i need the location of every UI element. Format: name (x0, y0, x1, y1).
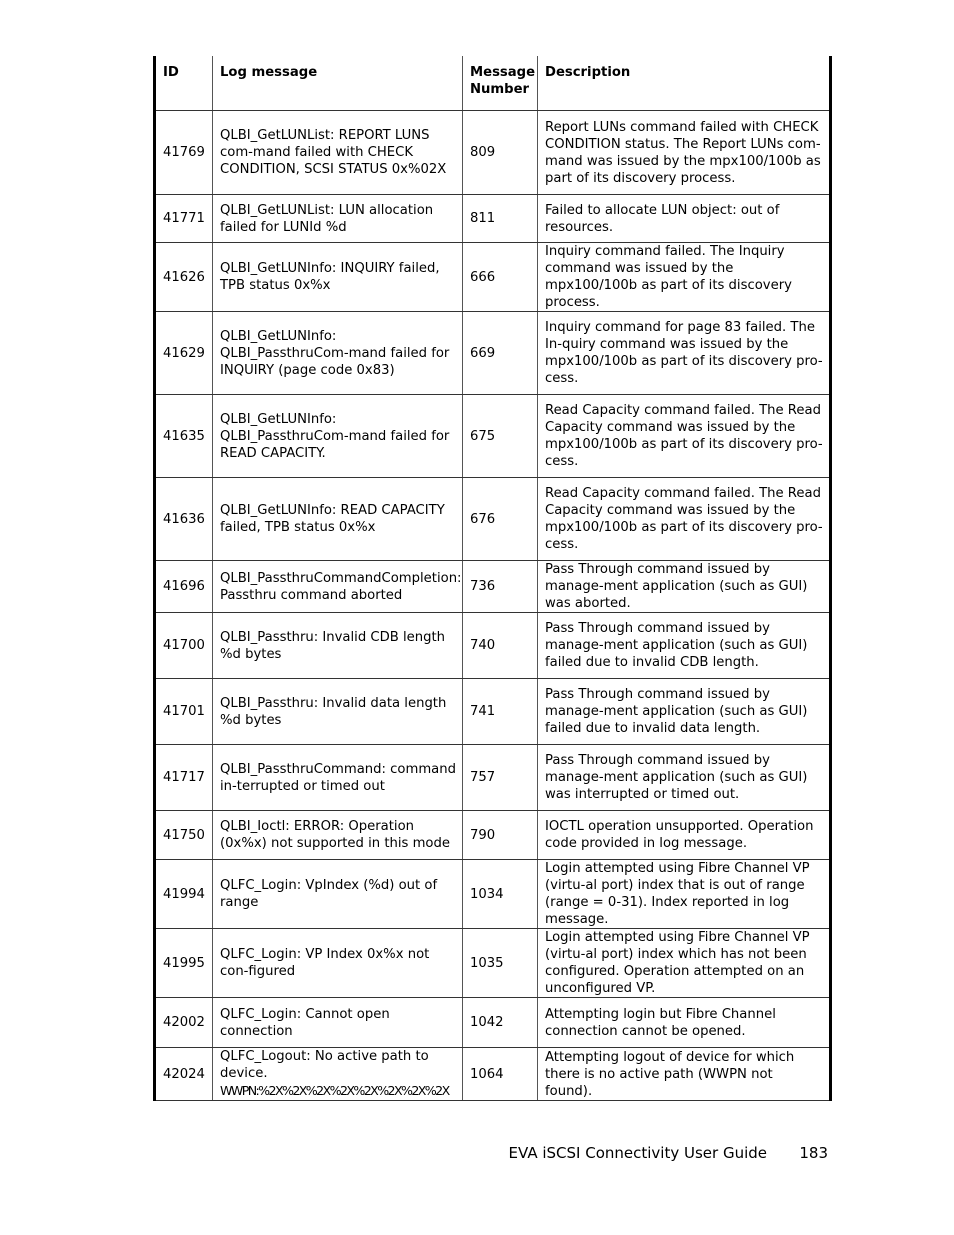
cell-message-number: 676 (463, 478, 538, 561)
header-message-number-line1: Message (470, 65, 536, 80)
cell-id: 41769 (155, 111, 213, 195)
cell-description: Login attempted using Fibre Channel VP (virtu-al port) index which has not been configured. Operation attempted on an unconfigured VP. (538, 929, 831, 998)
cell-message-number: 669 (463, 312, 538, 395)
cell-log-message: QLBI_GetLUNInfo: QLBI_PassthruCom-mand failed for READ CAPACITY. (213, 395, 463, 478)
cell-log-message: QLBI_PassthruCommandCompletion: Passthru command aborted (213, 561, 463, 613)
table-row (155, 395, 831, 478)
cell-description: Inquiry command for page 83 failed. The In-quiry command was issued by the mpx100/100b as part of its discovery pro-cess. (538, 312, 831, 395)
table-header-row (155, 56, 831, 111)
cell-description: Attempting login but Fibre Channel connection cannot be opened. (538, 998, 831, 1048)
cell-message-number: 790 (463, 811, 538, 860)
cell-id: 41750 (155, 811, 213, 860)
table-row (155, 111, 831, 195)
cell-message-number: 1034 (463, 860, 538, 929)
cell-log-message-line2: WWPN:%2X%2X%2X%2X%2X%2X%2X%2X (220, 1083, 449, 1098)
log-message-table (153, 56, 832, 1101)
cell-message-number: 736 (463, 561, 538, 613)
cell-id: 41629 (155, 312, 213, 395)
table-row (155, 998, 831, 1048)
table-row (155, 679, 831, 745)
header-log-message: Log message (213, 56, 463, 111)
cell-description: Pass Through command issued by manage-ment application (such as GUI) failed due to invalid data length. (538, 679, 831, 745)
cell-message-number: 1042 (463, 998, 538, 1048)
cell-id: 41771 (155, 195, 213, 243)
cell-log-message: QLFC_Login: VP Index 0x%x not con-figured (213, 929, 463, 998)
cell-log-message: QLFC_Login: VpIndex (%d) out of range (213, 860, 463, 929)
cell-description: Login attempted using Fibre Channel VP (virtu-al port) index that is out of range (range = 0-31). Index reported in log message. (538, 860, 831, 929)
table-row (155, 312, 831, 395)
cell-log-message: QLBI_Passthru: Invalid data length %d bytes (213, 679, 463, 745)
header-id: ID (155, 56, 213, 111)
cell-id: 41995 (155, 929, 213, 998)
cell-description: Pass Through command issued by manage-ment application (such as GUI) was aborted. (538, 561, 831, 613)
header-message-number (463, 56, 538, 111)
cell-message-number: 809 (463, 111, 538, 195)
cell-id: 41701 (155, 679, 213, 745)
cell-log-message: QLBI_Ioctl: ERROR: Operation (0x%x) not supported in this mode (213, 811, 463, 860)
cell-log-message: QLBI_GetLUNInfo: INQUIRY failed, TPB status 0x%x (213, 243, 463, 312)
table-row (155, 745, 831, 811)
cell-id: 42002 (155, 998, 213, 1048)
cell-id: 41636 (155, 478, 213, 561)
cell-description: Read Capacity command failed. The Read Capacity command was issued by the mpx100/100b as part of its discovery pro-cess. (538, 478, 831, 561)
cell-description: Attempting logout of device for which there is no active path (WWPN not found). (538, 1048, 831, 1101)
table-row (155, 860, 831, 929)
cell-message-number: 666 (463, 243, 538, 312)
table-row (155, 478, 831, 561)
cell-log-message: QLBI_GetLUNInfo: QLBI_PassthruCom-mand failed for INQUIRY (page code 0x83) (213, 312, 463, 395)
cell-message-number: 740 (463, 613, 538, 679)
cell-log-message (213, 1048, 463, 1101)
cell-description: Inquiry command failed. The Inquiry command was issued by the mpx100/100b as part of its discovery process. (538, 243, 831, 312)
cell-log-message: QLFC_Login: Cannot open connection (213, 998, 463, 1048)
table-row (155, 561, 831, 613)
cell-description: IOCTL operation unsupported. Operation code provided in log message. (538, 811, 831, 860)
cell-log-message: QLBI_GetLUNList: LUN allocation failed for LUNId %d (213, 195, 463, 243)
cell-description: Pass Through command issued by manage-ment application (such as GUI) was interrupted or timed out. (538, 745, 831, 811)
table-row (155, 929, 831, 998)
cell-id: 41700 (155, 613, 213, 679)
cell-message-number: 757 (463, 745, 538, 811)
cell-log-message: QLBI_PassthruCommand: command in-terrupted or timed out (213, 745, 463, 811)
footer-guide-title: EVA iSCSI Connectivity User Guide (508, 1144, 767, 1162)
cell-id: 41635 (155, 395, 213, 478)
cell-description: Read Capacity command failed. The Read Capacity command was issued by the mpx100/100b as part of its discovery pro-cess. (538, 395, 831, 478)
cell-id: 42024 (155, 1048, 213, 1101)
header-description: Description (538, 56, 831, 111)
cell-message-number: 811 (463, 195, 538, 243)
cell-log-message: QLBI_GetLUNInfo: READ CAPACITY failed, TPB status 0x%x (213, 478, 463, 561)
cell-id: 41994 (155, 860, 213, 929)
cell-description: Report LUNs command failed with CHECK CONDITION status. The Report LUNs com-mand was issued by the mpx100/100b as part of its discovery process. (538, 111, 831, 195)
table-row (155, 1048, 831, 1101)
cell-description: Failed to allocate LUN object: out of resources. (538, 195, 831, 243)
table-row (155, 811, 831, 860)
cell-message-number: 675 (463, 395, 538, 478)
page-number: 183 (799, 1144, 828, 1162)
cell-log-message: QLBI_GetLUNList: REPORT LUNS com-mand failed with CHECK CONDITION, SCSI STATUS 0x%02X (213, 111, 463, 195)
cell-id: 41717 (155, 745, 213, 811)
cell-id: 41626 (155, 243, 213, 312)
cell-message-number: 1064 (463, 1048, 538, 1101)
cell-id: 41696 (155, 561, 213, 613)
table-row (155, 243, 831, 312)
table-row (155, 613, 831, 679)
table-row (155, 195, 831, 243)
cell-log-message: QLBI_Passthru: Invalid CDB length %d bytes (213, 613, 463, 679)
cell-description: Pass Through command issued by manage-ment application (such as GUI) failed due to invalid CDB length. (538, 613, 831, 679)
cell-message-number: 1035 (463, 929, 538, 998)
cell-message-number: 741 (463, 679, 538, 745)
cell-log-message-line1: QLFC_Logout: No active path to device. (220, 1049, 429, 1081)
header-message-number-line2: Number (470, 82, 530, 97)
